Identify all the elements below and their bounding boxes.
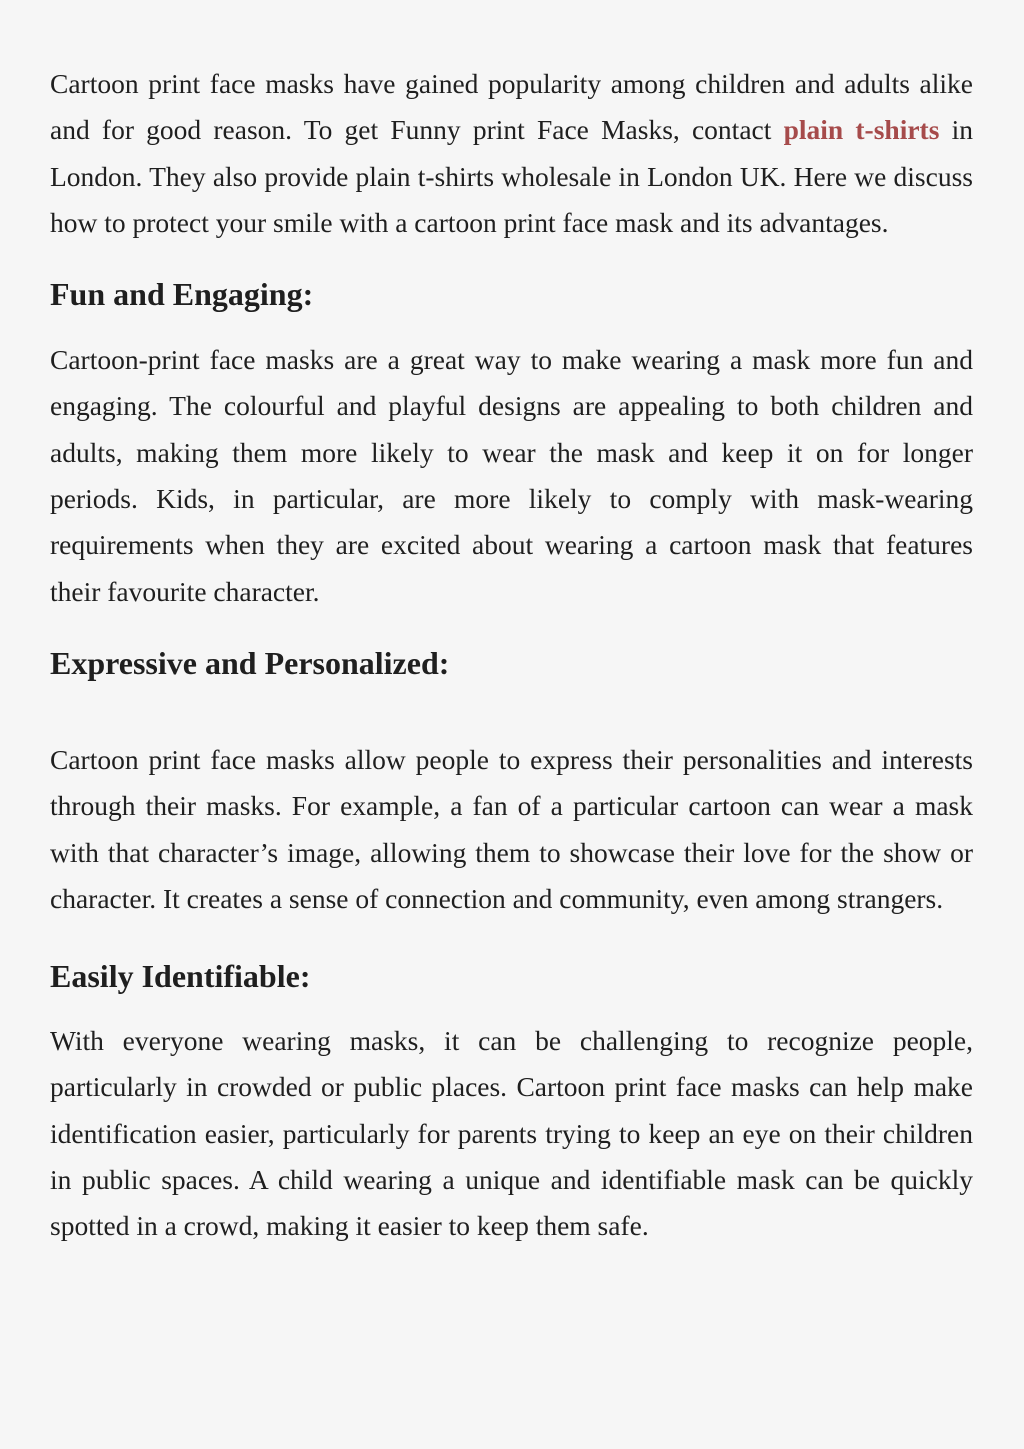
section-heading-easily-identifiable: Easily Identifiable: — [50, 958, 311, 995]
plain-tshirts-link[interactable]: plain t-shirts — [783, 114, 940, 146]
intro-paragraph — [50, 61, 973, 246]
section-body-easily-identifiable: With everyone wearing masks, it can be challenging to recognize people, particularly in crowded or public places. Cartoon print face masks can help make identification easier, particularly for parents trying to keep an eye on their children in public spaces. A child wearing a unique and identifiable mask can be quickly spotted in a crowd, making it easier to keep them safe. — [50, 1025, 973, 1242]
section-body-expressive-and-personalized: Cartoon print face masks allow people to express their personalities and interests through their masks. For example, a fan of a particular cartoon can wear a mask with that character’s image, allowing them to showcase their love for the show or character. It creates a sense of connection and community, even among strangers. — [50, 743, 973, 914]
section-body-fun-and-engaging: Cartoon-print face masks are a great way to make wearing a mask more fun and engaging. The colourful and playful designs are appealing to both children and adults, making them more likely to wear the mask and keep it on for longer periods. Kids, in particular, are more likely to comply with mask-wearing requirements when they are excited about wearing a cartoon mask that features their favourite character. — [50, 344, 973, 607]
intro-text-before-link: Cartoon print face masks have gained popularity among children and adults alike and for good reason. To get Funny print Face Masks, contact — [50, 68, 973, 146]
section-heading-fun-and-engaging: Fun and Engaging: — [50, 276, 314, 313]
intro-text-after-link: in London. They also provide plain t-shirts wholesale in London UK. Here we discuss how to protect your smile with a cartoon print face mask and its advantages. — [50, 114, 974, 238]
section-heading-expressive-and-personalized: Expressive and Personalized: — [50, 644, 450, 681]
